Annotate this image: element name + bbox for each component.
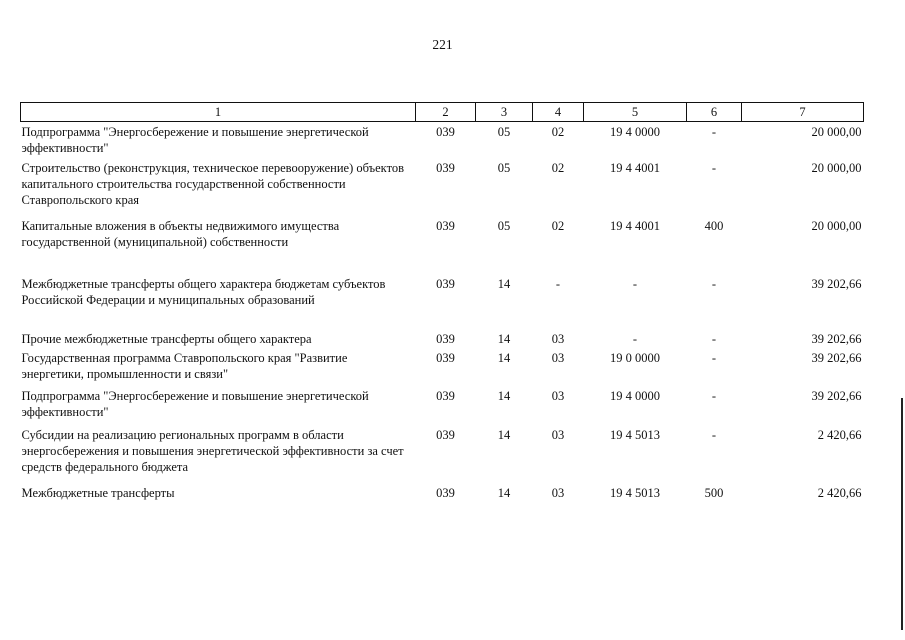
- row-code-ministry: 039: [436, 388, 455, 403]
- row-code-expense-type: -: [711, 125, 717, 139]
- column-header-1: 1: [21, 103, 416, 122]
- column-header-6: 6: [687, 103, 742, 122]
- row-amount: 20 000,00: [811, 160, 862, 175]
- row-code-subsection: 02: [551, 218, 565, 233]
- row-code-subsection: 03: [551, 350, 565, 365]
- row-code-subsection: 03: [551, 427, 565, 442]
- row-code-section: 14: [497, 485, 511, 500]
- row-code-ministry: 039: [436, 331, 455, 346]
- row-code-target: 19 4 0000: [610, 125, 660, 139]
- row-code-ministry: 039: [436, 125, 455, 139]
- row-code-subsection: 03: [551, 331, 565, 346]
- row-code-ministry: 039: [436, 218, 455, 233]
- row-code-ministry: 039: [436, 276, 455, 291]
- row-code-target: 19 4 5013: [610, 485, 660, 500]
- table-row: [21, 388, 864, 427]
- row-code-expense-type: 500: [704, 485, 724, 500]
- row-amount: 2 420,66: [817, 427, 862, 442]
- row-code-section: 05: [497, 125, 511, 139]
- table-row: [21, 160, 864, 218]
- table-row: [21, 218, 864, 276]
- row-code-ministry: 039: [436, 350, 455, 365]
- row-code-subsection: -: [555, 276, 561, 291]
- row-code-section: 05: [497, 218, 511, 233]
- row-name: Межбюджетные трансферты: [21, 485, 175, 500]
- table-row: [21, 276, 864, 331]
- column-header-4: 4: [533, 103, 584, 122]
- row-code-subsection: 03: [551, 485, 565, 500]
- row-code-expense-type: -: [711, 350, 717, 365]
- row-code-target: 19 4 0000: [610, 388, 660, 403]
- row-code-expense-type: -: [711, 160, 717, 175]
- row-amount: 39 202,66: [811, 350, 862, 365]
- table-row: [21, 331, 864, 350]
- row-name: Подпрограмма "Энергосбережение и повышение энергетической эффективности": [21, 388, 369, 419]
- row-code-expense-type: -: [711, 331, 717, 346]
- row-code-target: 19 0 0000: [610, 350, 660, 365]
- row-code-section: 05: [497, 160, 511, 175]
- row-code-target: 19 4 5013: [610, 427, 660, 442]
- row-code-target: -: [632, 331, 638, 346]
- column-header-2: 2: [416, 103, 476, 122]
- row-amount: 20 000,00: [811, 125, 862, 139]
- row-amount: 39 202,66: [811, 388, 862, 403]
- table-row: [21, 122, 864, 160]
- row-code-target: 19 4 4001: [610, 160, 660, 175]
- row-name: Капитальные вложения в объекты недвижимого имущества государственной (муниципальной) собственности: [21, 218, 340, 249]
- column-header-7: 7: [742, 103, 864, 122]
- row-code-expense-type: -: [711, 276, 717, 291]
- row-code-subsection: 02: [551, 125, 565, 139]
- row-code-target: 19 4 4001: [610, 218, 660, 233]
- row-code-section: 14: [497, 350, 511, 365]
- row-code-section: 14: [497, 276, 511, 291]
- row-name: Строительство (реконструкция, техническое перевооружение) объектов капитального строительства государственной собственности Ставропольского края: [21, 160, 405, 207]
- row-code-section: 14: [497, 427, 511, 442]
- column-header-3: 3: [476, 103, 533, 122]
- row-code-expense-type: -: [711, 427, 717, 442]
- column-header-5: 5: [584, 103, 687, 122]
- table-row: [21, 427, 864, 485]
- row-code-ministry: 039: [436, 485, 455, 500]
- row-code-subsection: 02: [551, 160, 565, 175]
- row-code-expense-type: 400: [704, 218, 724, 233]
- row-name: Государственная программа Ставропольского края "Развитие энергетики, промышленности и связи": [21, 350, 348, 381]
- row-amount: 20 000,00: [811, 218, 862, 233]
- row-code-ministry: 039: [436, 427, 455, 442]
- row-code-target: -: [632, 276, 638, 291]
- row-amount: 39 202,66: [811, 276, 862, 291]
- row-code-section: 14: [497, 331, 511, 346]
- row-name: Прочие межбюджетные трансферты общего характера: [21, 331, 312, 346]
- row-name: Субсидии на реализацию региональных программ в области энергосбережения и повышения энергетической эффективности за счет средств федерального бюджета: [21, 427, 404, 474]
- table-header-row: [21, 103, 864, 122]
- row-amount: 2 420,66: [817, 485, 862, 500]
- row-code-section: 14: [497, 388, 511, 403]
- row-amount: 39 202,66: [811, 331, 862, 346]
- table-row: [21, 485, 864, 505]
- page-number: 221: [432, 37, 453, 52]
- row-code-subsection: 03: [551, 388, 565, 403]
- row-code-ministry: 039: [436, 160, 455, 175]
- row-name: Подпрограмма "Энергосбережение и повышение энергетической эффективности": [21, 125, 369, 156]
- scan-edge-line: [901, 398, 903, 630]
- table-row: [21, 350, 864, 388]
- budget-table: [20, 102, 864, 505]
- row-name: Межбюджетные трансферты общего характера бюджетам субъектов Российской Федерации и муниципальных образований: [21, 276, 386, 307]
- row-code-expense-type: -: [711, 388, 717, 403]
